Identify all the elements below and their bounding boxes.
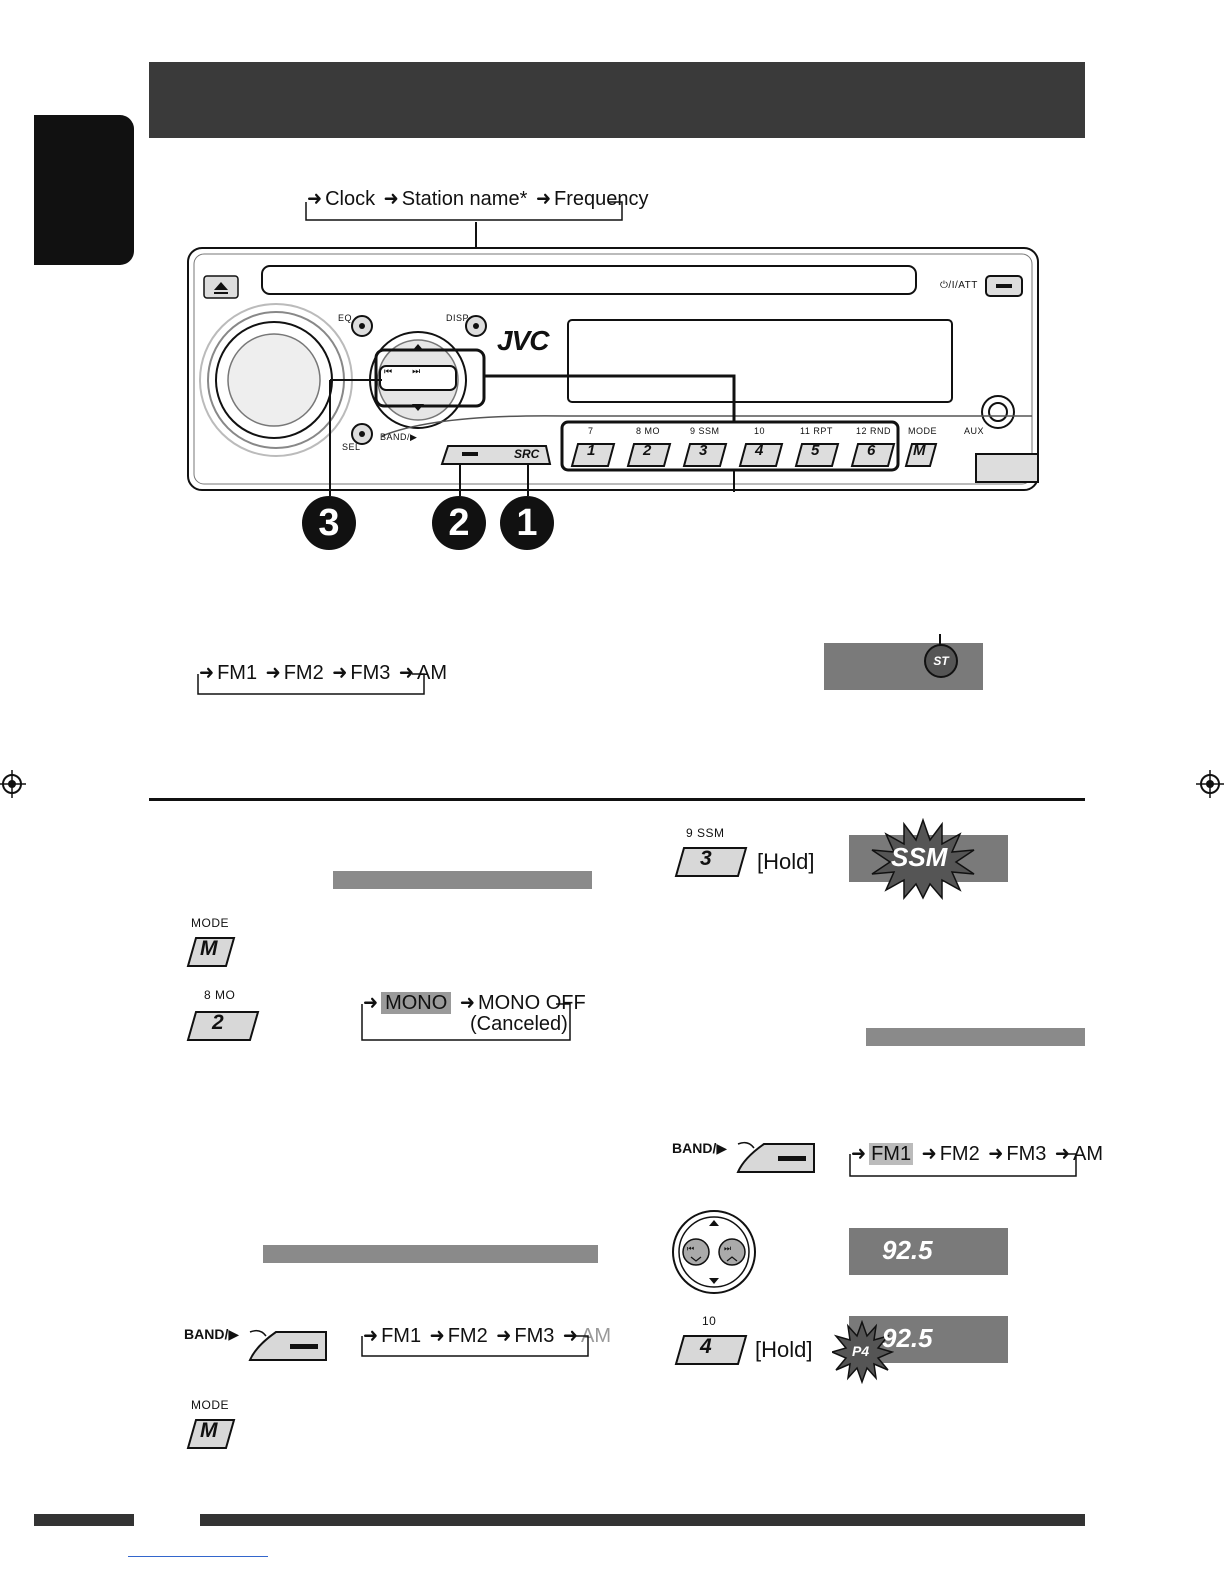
arrow-right-icon: ➜ — [332, 662, 348, 684]
band-right-fm3: FM3 — [1006, 1143, 1047, 1165]
ssm-key[interactable]: 3 — [700, 847, 712, 870]
mode-key-2[interactable]: M — [200, 1419, 218, 1442]
language-tab — [34, 115, 134, 265]
flow-item-station-name: Station name* — [401, 188, 528, 210]
section-header-bar — [149, 62, 1085, 138]
band-label-right: BAND/▶ — [672, 1140, 728, 1156]
arrow-right-icon: ➜ — [851, 1143, 867, 1165]
band-label-left: BAND/▶ — [184, 1326, 240, 1342]
aux-label: AUX — [964, 426, 985, 436]
band-right-fm2: FM2 — [939, 1143, 980, 1165]
mono-flow-bracket — [356, 998, 578, 1044]
preset-4-label: 10 — [702, 1314, 717, 1328]
ssm-display: SSM — [891, 842, 948, 872]
preset-key-2[interactable]: 2 — [643, 442, 652, 459]
footer-link-line — [128, 1556, 268, 1557]
flow-item-clock: Clock — [325, 188, 376, 210]
callout-1: 1 — [500, 496, 554, 550]
arrow-right-icon: ➜ — [1054, 1143, 1070, 1165]
band-key-right-shape — [734, 1138, 818, 1176]
mode-label-1: MODE — [191, 916, 229, 930]
registration-mark-left — [0, 770, 28, 798]
section-divider — [149, 798, 1085, 801]
mo-key-shape — [184, 1008, 264, 1044]
arrow-right-icon: ➜ — [921, 1143, 937, 1165]
preset-key-4[interactable]: 4 — [755, 442, 764, 459]
preset-key-5[interactable]: 5 — [811, 442, 820, 459]
sel-label: SEL — [342, 442, 361, 452]
left-heading-bar-1 — [333, 871, 592, 889]
arrow-right-icon: ➜ — [307, 188, 323, 210]
band-right-am: AM — [1073, 1143, 1103, 1165]
svg-text:⏭: ⏭ — [724, 1244, 732, 1253]
disp-label: DISP — [446, 313, 470, 323]
band-fm3: FM3 — [350, 662, 391, 684]
ssm-key-shape — [672, 844, 752, 880]
preset-key-1[interactable]: 1 — [587, 442, 596, 459]
skip-icons: ⏮ ⏭ — [384, 366, 423, 376]
svg-text:⏮: ⏮ — [687, 1244, 695, 1253]
control-pad-icon[interactable] — [670, 1208, 760, 1298]
callout-2: 2 — [432, 496, 486, 550]
preset-5-top: 11 RPT — [800, 426, 833, 436]
footer-bar-right — [200, 1514, 1085, 1526]
mono-on: MONO — [381, 992, 451, 1014]
src-label: SRC — [514, 447, 540, 461]
band-cycle-bracket — [192, 668, 432, 698]
mono-off-note: (Canceled) — [470, 1013, 568, 1035]
band-left-fm2: FM2 — [447, 1325, 488, 1347]
left-heading-bar-2 — [263, 1245, 598, 1263]
arrow-right-icon: ➜ — [363, 1325, 379, 1347]
band-left-am: AM — [581, 1325, 611, 1347]
mode-key[interactable]: M — [913, 442, 926, 459]
preset-3-top: 9 SSM — [690, 426, 720, 436]
preset-key-6[interactable]: 6 — [867, 442, 876, 459]
display-cycle-bracket — [300, 196, 630, 226]
ssm-label: 9 SSM — [686, 826, 725, 840]
mo-label: 8 MO — [204, 988, 236, 1002]
eq-label: EQ — [338, 313, 353, 323]
arrow-right-icon: ➜ — [535, 188, 552, 210]
right-heading-bar — [866, 1028, 1085, 1046]
mode-label-2: MODE — [191, 1398, 229, 1412]
arrow-right-icon: ➜ — [988, 1143, 1004, 1165]
arrow-right-icon: ➜ — [199, 662, 215, 684]
st-indicator: ST — [924, 644, 958, 678]
band-fm1: FM1 — [217, 662, 258, 684]
preset-display: 92.5 — [882, 1323, 933, 1353]
st-display-panel — [824, 643, 983, 690]
preset-key-3[interactable]: 3 — [699, 442, 708, 459]
band-fm2: FM2 — [283, 662, 324, 684]
band-left-fm1: FM1 — [381, 1325, 422, 1347]
band-left-fm3: FM3 — [514, 1325, 555, 1347]
band-flow-left-bracket — [356, 1330, 596, 1360]
preset-hold-label: [Hold] — [755, 1337, 813, 1362]
mo-key[interactable]: 2 — [212, 1011, 224, 1034]
preset-key-labels — [566, 442, 946, 468]
arrow-right-icon: ➜ — [363, 992, 379, 1014]
band-am: AM — [417, 662, 447, 684]
mode-label: MODE — [908, 426, 937, 436]
callout-3: 3 — [302, 496, 356, 550]
arrow-right-icon: ➜ — [383, 188, 399, 210]
band-flow-right-bracket — [844, 1148, 1084, 1180]
registration-mark-right — [1196, 770, 1224, 798]
arrow-right-icon: ➜ — [429, 1325, 445, 1347]
mode-key-1[interactable]: M — [200, 937, 218, 960]
arrow-right-icon: ➜ — [398, 662, 414, 684]
ssm-hold-label: [Hold] — [757, 849, 815, 874]
arrow-right-icon: ➜ — [562, 1325, 578, 1347]
mono-off: MONO OFF — [477, 992, 586, 1014]
preset-1-top: 7 — [588, 426, 594, 436]
preset-2-top: 8 MO — [636, 426, 661, 436]
jvc-logo: JVC — [497, 325, 549, 356]
flow-item-frequency: Frequency — [554, 188, 649, 210]
arrow-right-icon: ➜ — [265, 662, 281, 684]
preset-4-top: 10 — [754, 426, 766, 436]
preset-badge: P4 — [852, 1343, 870, 1359]
freq-display: 92.5 — [882, 1235, 933, 1265]
arrow-right-icon: ➜ — [459, 992, 475, 1014]
power-att-label: ⏻/I/ATT — [940, 280, 978, 291]
preset-4-key-shape — [672, 1332, 752, 1368]
band-right-fm1: FM1 — [871, 1143, 912, 1165]
preset-6-top: 12 RND — [856, 426, 892, 436]
arrow-right-icon: ➜ — [496, 1325, 512, 1347]
footer-bar-left — [34, 1514, 134, 1526]
band-label: BAND/▶ — [380, 432, 418, 442]
band-key-left-shape — [246, 1326, 330, 1364]
preset-4-key[interactable]: 4 — [700, 1335, 712, 1358]
